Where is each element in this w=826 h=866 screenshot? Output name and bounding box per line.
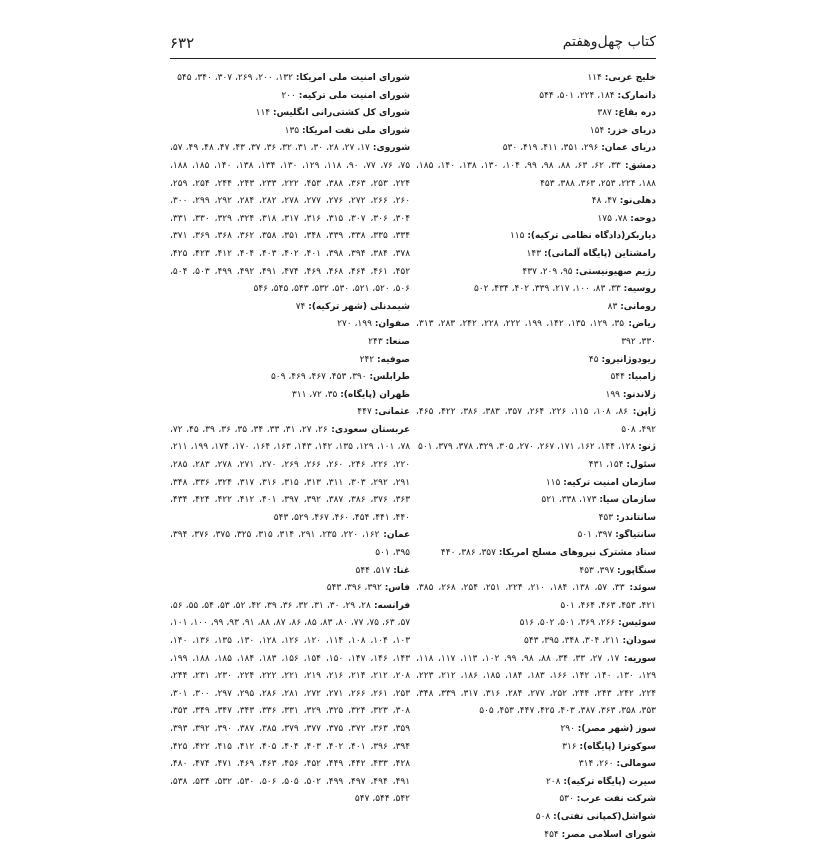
index-entry — [170, 140, 410, 298]
index-pages: ۱۸۴، ۲۲۴، ۵۰۱، ۵۴۴ — [539, 90, 615, 101]
index-entry — [416, 228, 656, 246]
index-entry — [416, 88, 656, 106]
index-entry — [416, 774, 656, 792]
index-entry — [416, 563, 656, 581]
book-title: کتاب چهل‌وهفتم — [562, 34, 656, 50]
index-term: صفوان: — [374, 319, 410, 330]
index-entry — [416, 580, 656, 615]
index-entry — [170, 580, 410, 598]
index-term: عثمانی: — [374, 407, 410, 418]
index-pages: ۹۵، ۲۰۹، ۴۳۷ — [522, 266, 573, 277]
index-pages: ۳۹۰، ۴۵۳، ۴۶۷، ۴۶۹، ۵۰۹ — [270, 372, 367, 383]
page-header — [170, 34, 656, 58]
index-pages: ۳۵۷، ۳۸۶، ۴۴۰ — [440, 548, 496, 559]
index-pages: ۲۸، ۲۹، ۳۰، ۳۱، ۳۲، ۳۶، ۳۹، ۴۲، ۵۲، ۵۳، ۵۴، ۵۵، ۵۶، ۵۷، ۶۳، ۷۵، ۷۷، ۸۰، ۸۳، ۸۵، ۸۶، ۸۷، ۸۸، ۹۱، ۹۳، ۹۹، ۱۰۰، ۱۰۱، ۱۰۳، ۱۰۴، ۱۰۸، ۱۱۴، ۱۲۰، ۱۲۶، ۱۲۸، ۱۳۰، ۱۳۵، ۱۳۶، ۱۴۰، ۱۴۳، ۱۴۶، ۱۴۷، ۱۵۰، ۱۵۴، ۱۵۶، ۱۸۳، ۱۸۴، ۱۸۵، ۱۸۸، ۱۹۹، ۲۰۸، ۲۱۲، ۲۱۴، ۲۱۶، ۲۱۹، ۲۲۱، ۲۲۲، ۲۲۴، ۲۳۰، ۲۳۱، ۲۴۴، ۲۵۳، ۲۶۱، ۲۶۶، ۲۷۱، ۲۷۲، ۲۸۱، ۲۸۶، ۲۹۵، ۲۹۷، ۳۰۰، ۳۰۱، ۳۰۸، ۳۲۳، ۳۲۴، ۳۲۵، ۳۲۹، ۳۳۱، ۳۳۶، ۳۴۳، ۳۴۷، ۳۴۹، ۳۵۳، ۳۵۹، ۳۶۳، ۳۷۲، ۳۷۵، ۳۷۷، ۳۷۹، ۳۸۵، ۳۸۷، ۳۹۰، ۳۹۲، ۳۹۳، ۳۹۴، ۳۹۶، ۴۰۱، ۴۰۲، ۴۰۳، ۴۰۴، ۴۰۵، ۴۱۲، ۴۱۵، ۴۲۲، ۴۲۵، ۴۲۸، ۴۳۳، ۴۴۲، ۴۴۹، ۴۵۲، ۴۵۶، ۴۶۳، ۴۶۹، ۴۷۱، ۴۷۴، ۴۸۰، ۴۹۱، ۴۹۴، ۴۹۷، ۴۹۹، ۵۰۲، ۵۰۵، ۵۰۶، ۵۳۰، ۵۳۲، ۵۳۴، ۵۳۸، ۵۴۲، ۵۴۴، ۵۴۷ — [170, 600, 411, 805]
index-pages: ۵۱۷، ۵۴۴ — [355, 565, 391, 576]
index-entry — [416, 316, 656, 351]
index-entry — [416, 211, 656, 229]
index-term: غنا: — [393, 565, 410, 576]
index-pages: ۱۹۹، ۲۷۰ — [337, 319, 372, 330]
index-term: شرکت نفت عرب: — [576, 794, 656, 805]
index-pages: ۲۹۶، ۳۵۱، ۴۱۱، ۴۱۹، ۵۳۰ — [502, 143, 599, 154]
index-pages: ۱۵۴، ۴۳۱ — [588, 460, 624, 471]
index-term: سازمان امنیت ترکیه: — [563, 477, 656, 488]
index-pages: ۷۴ — [295, 301, 306, 312]
index-term: ریاض: — [628, 319, 656, 330]
index-pages: ۳۹۷، ۴۵۳ — [579, 565, 615, 576]
index-entry — [416, 299, 656, 317]
index-term: فاس: — [384, 583, 410, 594]
index-entry — [416, 545, 656, 563]
index-term: سودان: — [622, 636, 656, 646]
index-term: ژاپن: — [632, 407, 657, 418]
index-entry — [416, 721, 656, 739]
index-term: سوئیس: — [618, 618, 656, 629]
index-pages: ۱۴۳ — [526, 248, 542, 259]
index-entry — [416, 281, 656, 299]
index-pages: ۵۳۰ — [559, 794, 574, 805]
index-term: دریای خزر: — [607, 125, 656, 136]
index-entry — [416, 369, 656, 387]
index-term: شیمدنلی (شهر ترکیه): — [308, 301, 410, 312]
index-pages: ۱۱۴ — [587, 73, 602, 83]
index-entry — [416, 475, 656, 493]
index-entry — [170, 527, 410, 562]
index-pages: ۲۹۰ — [560, 723, 575, 734]
index-entry — [170, 316, 410, 334]
index-pages: ۱۷، ۲۷، ۲۸، ۳۰، ۳۱، ۳۲، ۳۶، ۳۷، ۴۳، ۴۷، ۴۸، ۴۹، ۵۷، ۷۵، ۷۶، ۷۷، ۹۰، ۱۱۸، ۱۲۹، ۱۳۰، ۱۳۴، ۱۳۸، ۱۴۰، ۱۸۵، ۱۸۸، ۲۲۴، ۲۵۳، ۳۶۳، ۳۸۸، ۴۵۳، ۲۲۲، ۲۳۳، ۲۴۳، ۲۴۴، ۲۵۴، ۲۵۹، ۲۶۰، ۲۶۶، ۲۷۲، ۲۷۶، ۲۷۷، ۲۷۸، ۲۸۲، ۲۸۴، ۲۹۲، ۲۹۹، ۳۰۰، ۳۰۴، ۳۰۶، ۳۰۷، ۳۱۵، ۳۱۶، ۳۱۷، ۳۱۸، ۳۲۴، ۳۲۹، ۳۳۰، ۳۳۱، ۳۳۴، ۳۳۵، ۳۳۸، ۳۳۹، ۳۴۸، ۳۵۱، ۳۵۸، ۳۶۲، ۳۶۸، ۳۶۹، ۳۷۱، ۳۷۸، ۳۸۴، ۳۹۴، ۳۹۸، ۴۰۱، ۴۰۲، ۴۰۳، ۴۰۴، ۴۱۲، ۴۲۳، ۴۲۵، ۴۵۲، ۴۶۱، ۴۶۴، ۴۶۸، ۴۶۹، ۴۷۴، ۴۹۱، ۴۹۲، ۴۹۹، ۵۰۳، ۵۰۴، ۵۰۶، ۵۲۰، ۵۲۱، ۵۳۰، ۵۳۲، ۵۴۳، ۵۴۵، ۵۴۶ — [170, 143, 411, 295]
index-entry — [416, 105, 656, 123]
index-pages: ۱۷۳، ۳۳۸، ۵۲۱ — [541, 495, 597, 506]
index-term: ستاد مشترک نیروهای مسلح امریکا: — [498, 548, 656, 559]
index-term: خلیج عربی: — [604, 73, 656, 83]
index-pages: ۲۶۰، ۳۱۴ — [578, 759, 614, 770]
index-term: دهلی‌نو: — [619, 196, 656, 207]
header-rule — [170, 58, 656, 59]
index-entry — [170, 70, 410, 88]
index-term: سانتاندر: — [615, 512, 656, 523]
index-term: دمشق: — [624, 160, 657, 171]
index-pages: ۱۳۵ — [284, 125, 300, 136]
index-pages: ۱۱۵ — [509, 231, 525, 242]
index-pages: ۲۰۰ — [281, 90, 296, 101]
index-term: زامبیا: — [627, 372, 656, 383]
index-term: صنعا: — [385, 336, 410, 347]
index-entry — [416, 457, 656, 475]
index-pages: ۱۱۵ — [545, 477, 561, 488]
index-entry — [416, 352, 656, 370]
index-term: دریای عمان: — [601, 143, 656, 154]
index-entry — [170, 334, 410, 352]
index-entry — [170, 369, 410, 387]
index-entry — [170, 123, 410, 141]
index-pages: ۳۵، ۷۲، ۳۱۱ — [291, 389, 338, 400]
index-pages: ۴۵ — [588, 354, 599, 365]
index-entry — [170, 563, 410, 581]
index-term: سوز (شهر مصر): — [577, 723, 656, 734]
index-pages: ۲۴۳ — [368, 336, 383, 347]
index-pages: ۵۴۴ — [610, 372, 625, 383]
index-term: دیاربکر(دادگاه نظامی ترکیه): — [527, 231, 656, 242]
index-entry — [416, 633, 656, 651]
index-pages: ۲۴۲ — [359, 354, 375, 365]
index-term: سوئد: — [629, 583, 657, 594]
index-pages: ۲۶، ۲۷، ۳۱، ۳۳، ۳۴، ۳۵، ۳۶، ۳۹، ۴۵، ۷۲، ۷۸، ۱۰۱، ۱۲۹، ۱۳۵، ۱۴۲، ۱۴۳، ۱۶۳، ۱۶۴، ۱۷۰، ۱۷۴، ۱۹۹، ۲۱۱، ۲۲۰، ۲۲۶، ۲۴۶، ۲۶۰، ۲۶۶، ۲۶۹، ۲۷۰، ۲۷۱، ۲۷۸، ۲۸۳، ۲۸۵، ۲۹۱، ۲۹۲، ۳۰۳، ۳۱۱، ۳۱۳، ۳۱۵، ۳۱۶، ۳۱۷، ۳۲۴، ۳۳۶، ۳۴۸، ۳۶۳، ۳۷۶، ۳۸۶، ۳۸۷، ۳۹۲، ۳۹۷، ۴۰۱، ۴۱۲، ۴۲۲، ۴۲۴، ۴۳۴، ۴۴۰، ۴۴۱، ۴۵۴، ۴۶۰، ۴۶۷، ۵۲۹، ۵۴۳ — [170, 424, 411, 523]
index-pages: ۳۹۲، ۳۹۶، ۵۴۳ — [326, 583, 382, 594]
index-pages: ۷۸، ۱۷۵ — [597, 213, 628, 224]
index-entry — [416, 527, 656, 545]
index-term: سانتیاگو: — [615, 530, 656, 541]
index-term: دره بقاع: — [614, 108, 656, 119]
index-pages: ۱۶۲، ۲۲۰، ۲۳۵، ۲۹۱، ۳۱۴، ۳۱۵، ۳۲۵، ۳۷۵، ۳۷۶، ۳۹۴، ۳۹۵، ۵۰۱ — [170, 530, 410, 559]
index-pages: ۱۹۹ — [605, 389, 621, 400]
page-number: ۶۳۲ — [170, 34, 195, 52]
index-entry — [416, 140, 656, 158]
index-entry — [416, 510, 656, 528]
index-term: شوروی: — [372, 143, 411, 154]
index-entry — [416, 264, 656, 282]
index-term: فرانسه: — [373, 600, 411, 611]
index-term: رامشتاین (پایگاه آلمانی): — [543, 248, 656, 259]
index-term: دوحه: — [630, 213, 656, 224]
index-column-right — [416, 70, 656, 844]
index-pages: ۸۶، ۱۰۸، ۱۱۵، ۲۲۶، ۲۶۴، ۳۵۷، ۳۸۳، ۳۸۶، ۴۲۲، ۴۶۵، ۴۹۲، ۵۰۸ — [416, 407, 656, 435]
index-pages: ۳۸۷ — [597, 108, 612, 119]
index-entry — [416, 404, 656, 439]
index-pages: ۱۵۴ — [589, 125, 605, 136]
index-pages: ۳۳، ۶۲، ۶۳، ۸۸، ۹۸، ۹۹، ۱۰۴، ۱۳۰، ۱۳۸، ۱۴۰، ۱۸۵، ۱۸۸، ۲۲۴، ۲۵۳، ۳۶۳، ۳۸۸، ۴۵۳ — [416, 160, 656, 189]
index-term: عربستان سعودی: — [331, 424, 411, 435]
index-pages: ۸۳ — [607, 301, 618, 312]
index-pages: ۴۵۳ — [598, 512, 614, 523]
index-pages: ۲۰۸ — [545, 776, 561, 787]
index-entry — [416, 70, 656, 88]
index-term: شورای اسلامی مصر: — [561, 829, 656, 840]
index-entry — [170, 352, 410, 370]
index-term: شورای ملی نفت امریکا: — [302, 125, 410, 136]
index-term: ریودوژانیرو: — [601, 354, 656, 365]
index-term: روسیه: — [623, 284, 656, 295]
index-term: دانمارک: — [617, 90, 656, 101]
index-entry — [416, 615, 656, 633]
index-entry — [416, 651, 656, 721]
index-term: سیرت (پایگاه ترکیه): — [563, 776, 656, 787]
index-term: سوریه: — [623, 653, 657, 664]
index-term: ژنو: — [638, 442, 656, 453]
index-entry — [416, 827, 656, 845]
index-pages: ۳۳، ۸۳، ۱۰۰، ۲۱۷، ۳۳۹، ۴۰۲، ۴۳۴، ۵۰۲ — [473, 284, 621, 295]
index-entry — [416, 123, 656, 141]
index-term: سازمان سیا: — [599, 495, 656, 506]
index-term: شورای امنیت ملی ترکیه: — [298, 90, 410, 101]
index-entry — [416, 246, 656, 264]
index-term: شورای کل کشتی‌رانی انگلیس: — [273, 108, 410, 119]
index-pages: ۴۷، ۴۸ — [591, 196, 617, 207]
index-pages: ۴۵۴ — [544, 829, 559, 840]
index-entry — [416, 739, 656, 757]
index-term: صوفیه: — [377, 354, 410, 365]
index-pages: ۳۳، ۵۷، ۱۳۸، ۱۸۴، ۲۱۰، ۲۲۴، ۲۵۱، ۲۵۴، ۲۶۸، ۳۸۵، ۴۲۱، ۴۵۳، ۴۶۳، ۴۶۴، ۵۰۱ — [416, 583, 656, 611]
index-entry — [170, 105, 410, 123]
index-entry — [170, 387, 410, 405]
index-term: سوکوترا (پایگاه): — [579, 741, 656, 752]
index-term: شورای امنیت ملی امریکا: — [295, 73, 410, 83]
index-pages: ۵۰۸ — [535, 811, 551, 822]
index-term: عمان: — [383, 530, 411, 541]
index-pages: ۲۶۶، ۳۶۹، ۵۰۱، ۵۰۲، ۵۱۶ — [519, 618, 616, 629]
index-term: رومانی: — [620, 301, 656, 312]
index-term: ظهران (پایگاه): — [340, 389, 410, 400]
index-term: رژیم صهیونیستی: — [575, 266, 656, 277]
index-pages: ۳۱۶ — [562, 741, 577, 752]
index-entry — [416, 387, 656, 405]
index-pages: ۱۱۴ — [255, 108, 271, 119]
index-column-left — [170, 70, 410, 809]
index-entry — [416, 193, 656, 211]
index-term: شواشل(کمپانی نفتی): — [553, 811, 656, 822]
index-pages: ۳۵، ۱۲۹، ۱۳۵، ۱۴۲، ۱۹۹، ۲۲۲، ۲۲۸، ۲۴۲، ۲۸۳، ۳۱۳، ۳۳۰، ۳۹۲ — [416, 319, 656, 347]
index-pages: ۱۳۲، ۲۰۰، ۲۶۹، ۳۰۷، ۳۴۰، ۵۴۵ — [177, 73, 293, 83]
index-entry — [170, 598, 410, 809]
index-term: سنگاپور: — [617, 565, 656, 576]
index-entry — [170, 88, 410, 106]
index-term: طرابلس: — [369, 372, 410, 383]
index-term: سومالی: — [616, 759, 656, 770]
index-entry — [170, 422, 410, 528]
index-entry — [416, 492, 656, 510]
index-pages: ۴۴۷ — [357, 407, 372, 418]
index-entry — [416, 439, 656, 457]
index-term: زلاندنو: — [622, 389, 656, 400]
index-pages: ۱۲۸، ۱۴۴، ۱۶۲، ۱۷۱، ۲۶۷، ۲۷۰، ۳۰۵، ۳۲۹، ۳۷۸، ۳۷۹، ۵۰۱ — [417, 442, 636, 453]
index-entry — [170, 299, 410, 317]
index-entry — [170, 404, 410, 422]
index-pages: ۳۹۷، ۵۰۱ — [577, 530, 613, 541]
index-term: سئول: — [626, 460, 656, 471]
index-entry — [416, 791, 656, 809]
index-entry — [416, 158, 656, 193]
index-pages: ۱۷، ۲۷، ۳۳، ۳۴، ۸۸، ۹۸، ۹۹، ۱۰۲، ۱۱۳، ۱۱۷، ۱۱۸، ۱۲۹، ۱۳۰، ۱۴۰، ۱۴۲، ۱۶۶، ۱۸۳، ۱۸۴، ۱۸۵، ۱۸۶، ۲۱۲، ۲۲۳، ۲۲۴، ۲۴۲، ۲۴۳، ۲۴۴، ۲۵۲، ۲۷۷، ۲۸۴، ۳۱۶، ۳۱۷، ۳۳۹، ۳۴۸، ۳۵۳، ۳۵۸، ۳۶۳، ۳۸۷، ۴۰۳، ۴۲۵، ۴۴۷، ۴۵۳، ۵۰۵ — [416, 653, 657, 717]
index-entry — [416, 756, 656, 774]
index-pages: ۲۱۱، ۳۰۴، ۳۴۸، ۳۹۵، ۵۴۳ — [524, 636, 620, 646]
index-entry — [416, 809, 656, 827]
